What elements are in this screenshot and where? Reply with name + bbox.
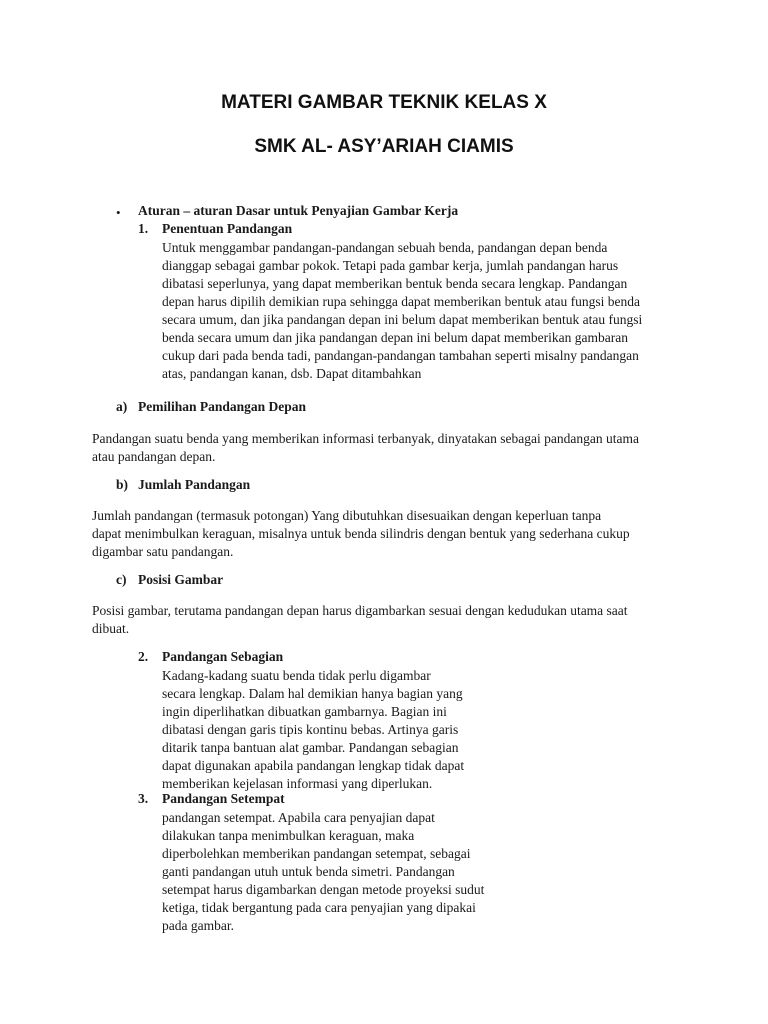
item-3-line: setempat harus digambarkan dengan metode proyeksi sudut <box>162 882 485 897</box>
item-2-heading: Pandangan Sebagian <box>162 649 284 664</box>
item-1-line: secara umum, dan jika pandangan depan ini belum dapat memberikan bentuk atau fungsi <box>162 312 643 327</box>
item-3-number: 3. <box>138 791 149 806</box>
sub-c-line: Posisi gambar, terutama pandangan depan harus digambarkan sesuai dengan kedudukan utama saat <box>92 603 628 618</box>
item-1-line: benda secara umum dan jika pandangan depan ini belum dapat memberikan gambaran <box>162 330 628 345</box>
sub-b-line: digambar satu pandangan. <box>92 544 234 559</box>
sub-a-marker: a) <box>116 399 128 414</box>
item-1-line: atas, pandangan kanan, dsb. Dapat ditambahkan <box>162 366 422 381</box>
sub-c-heading: Posisi Gambar <box>138 572 224 587</box>
sub-b-line: Jumlah pandangan (termasuk potongan) Yang dibutuhkan disesuaikan dengan keperluan tanpa <box>92 508 602 523</box>
item-2-line: memberikan kejelasan informasi yang diperlukan. <box>162 776 433 791</box>
item-3-line: pada gambar. <box>162 918 234 933</box>
item-1-heading: Penentuan Pandangan <box>162 221 293 236</box>
item-3-line: ketiga, tidak bergantung pada cara penyajian yang dipakai <box>162 900 476 915</box>
document-title-line-1: MATERI GAMBAR TEKNIK KELAS X <box>221 92 547 113</box>
bullet-heading: Aturan – aturan Dasar untuk Penyajian Gambar Kerja <box>138 203 459 218</box>
item-3-line: pandangan setempat. Apabila cara penyajian dapat <box>162 810 435 825</box>
sub-b-heading: Jumlah Pandangan <box>138 477 251 492</box>
item-1-line: cukup dari pada benda tadi, pandangan-pandangan tambahan seperti misalny pandangan <box>162 348 639 363</box>
sub-a-line: atau pandangan depan. <box>92 449 216 464</box>
item-1-line: dianggap sebagai gambar pokok. Tetapi pada gambar kerja, jumlah pandangan harus <box>162 258 619 273</box>
bullet-marker: • <box>116 205 121 220</box>
item-2-line: dapat digunakan apabila pandangan lengkap tidak dapat <box>162 758 465 773</box>
item-1-line: Untuk menggambar pandangan-pandangan sebuah benda, pandangan depan benda <box>162 240 608 255</box>
item-2-line: secara lengkap. Dalam hal demikian hanya bagian yang <box>162 686 463 701</box>
item-2-line: ditarik tanpa bantuan alat gambar. Pandangan sebagian <box>162 740 459 755</box>
item-2-number: 2. <box>138 649 149 664</box>
item-3-line: ganti pandangan utuh untuk benda simetri. Pandangan <box>162 864 455 879</box>
sub-b-marker: b) <box>116 477 129 492</box>
sub-c-line: dibuat. <box>92 621 130 636</box>
item-3-line: dilakukan tanpa menimbulkan keraguan, maka <box>162 828 415 843</box>
sub-b-line: dapat menimbulkan keraguan, misalnya untuk benda silindris dengan bentuk yang sederhana cukup <box>92 526 630 541</box>
item-2-line: dibatasi dengan garis tipis kontinu bebas. Artinya garis <box>162 722 459 737</box>
item-3-heading: Pandangan Setempat <box>162 791 285 806</box>
sub-a-line: Pandangan suatu benda yang memberikan informasi terbanyak, dinyatakan sebagai pandangan utama <box>92 431 639 446</box>
item-1-number: 1. <box>138 221 149 236</box>
item-1-line: dibatasi seperlunya, yang dapat memberikan bentuk benda secara lengkap. Pandangan <box>162 276 628 291</box>
item-3-line: diperbolehkan memberikan pandangan setempat, sebagai <box>162 846 471 861</box>
document-title-line-2: SMK AL- ASY’ARIAH CIAMIS <box>254 136 514 157</box>
item-1-line: depan harus dipilih demikian rupa sehingga dapat memberikan bentuk atau fungsi benda <box>162 294 640 309</box>
sub-a-heading: Pemilihan Pandangan Depan <box>138 399 307 414</box>
sub-c-marker: c) <box>116 572 127 587</box>
item-2-line: Kadang-kadang suatu benda tidak perlu digambar <box>162 668 431 683</box>
item-2-line: ingin diperlihatkan dibuatkan gambarnya. Bagian ini <box>162 704 447 719</box>
